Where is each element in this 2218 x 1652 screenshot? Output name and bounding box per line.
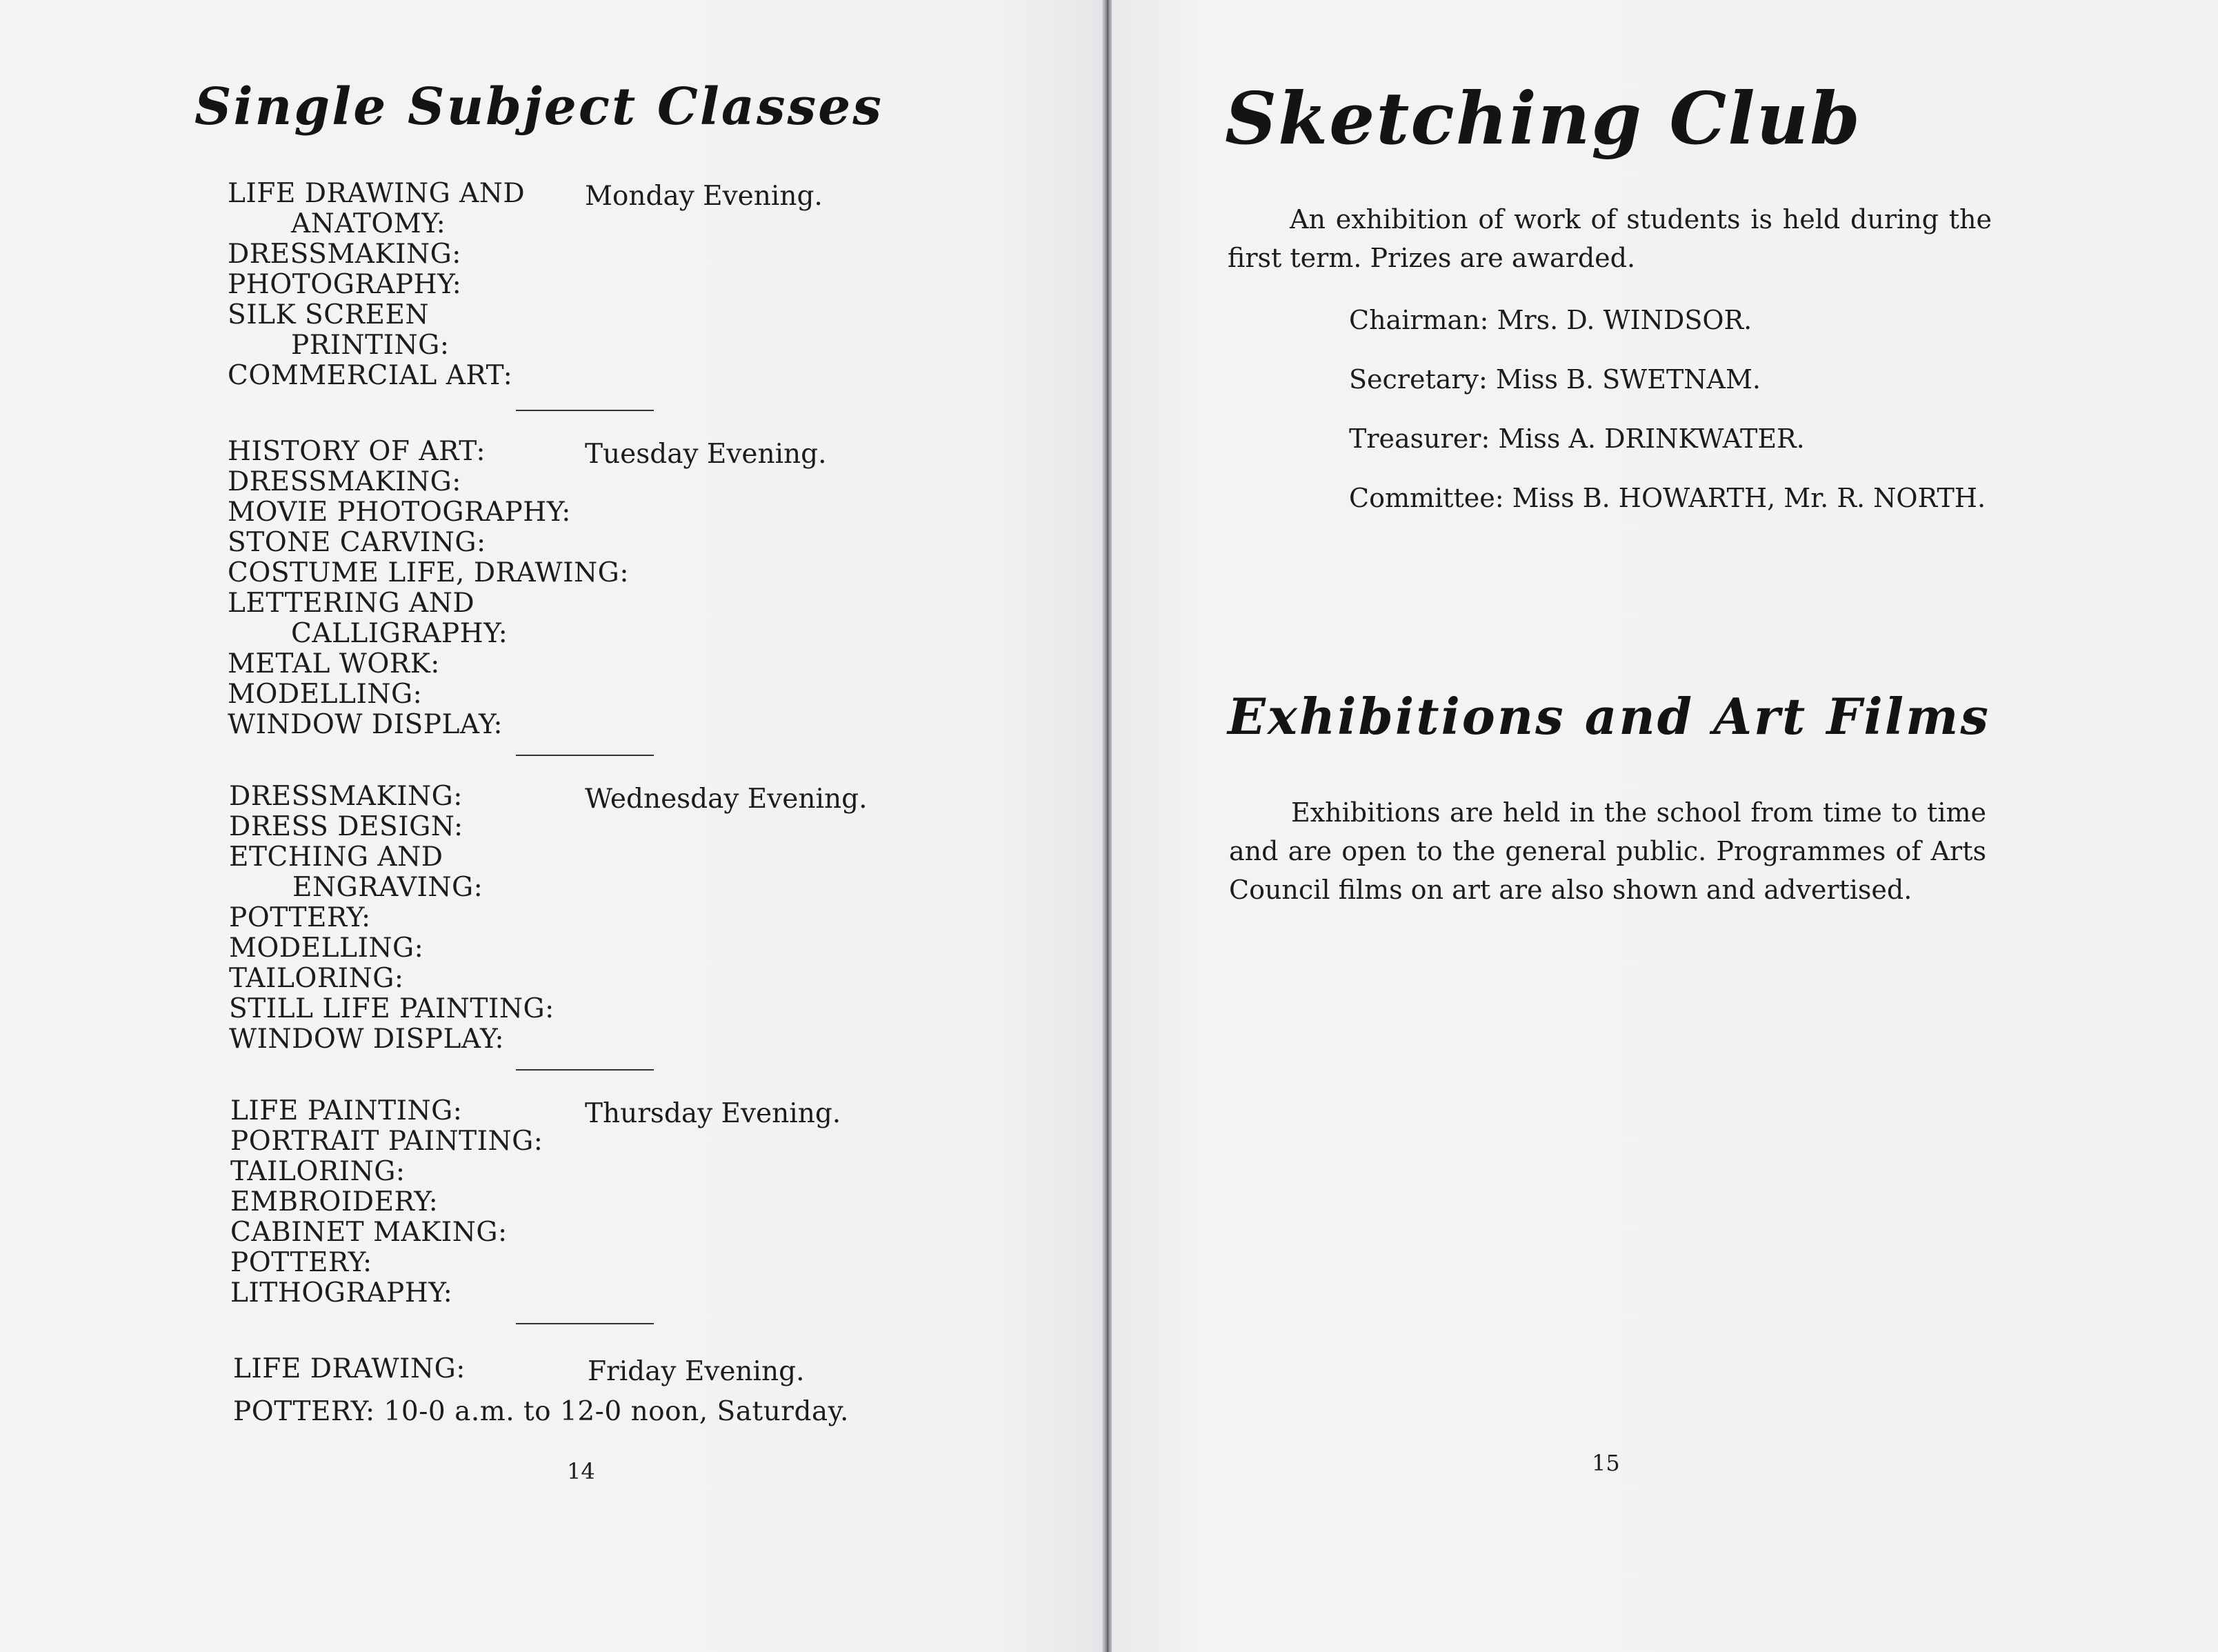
- page-number: 14: [567, 1458, 595, 1484]
- class-item: TAILORING:: [230, 1156, 406, 1187]
- class-item: MODELLING:: [228, 679, 423, 710]
- class-item: WINDOW DISPLAY:: [229, 1024, 505, 1055]
- class-item: PRINTING:: [291, 330, 450, 361]
- class-item: MOVIE PHOTOGRAPHY:: [228, 497, 571, 528]
- class-day: Thursday Evening.: [585, 1098, 841, 1129]
- sketching-club-intro: An exhibition of work of students is held during the first term. Prizes are awarded.: [1228, 204, 1992, 273]
- class-item: LITHOGRAPHY:: [230, 1277, 453, 1308]
- class-item: LETTERING AND: [228, 588, 475, 619]
- divider: [516, 755, 654, 756]
- class-item: ANATOMY:: [291, 208, 446, 239]
- class-item: WINDOW DISPLAY:: [228, 709, 503, 740]
- class-item: PORTRAIT PAINTING:: [230, 1126, 543, 1157]
- class-item: ENGRAVING:: [292, 872, 483, 903]
- class-item: LIFE DRAWING AND: [228, 178, 526, 209]
- page-title: Single Subject Classes: [194, 77, 883, 137]
- officer-chairman: Chairman: Mrs. D. WINDSOR.: [1349, 305, 1752, 335]
- class-day: Friday Evening.: [588, 1356, 805, 1387]
- divider: [516, 1323, 654, 1324]
- class-item: CABINET MAKING:: [230, 1217, 508, 1248]
- officer-committee: Committee: Miss B. HOWARTH, Mr. R. NORTH.: [1349, 483, 1986, 513]
- class-item: COMMERCIAL ART:: [228, 360, 513, 391]
- class-item: EMBROIDERY:: [230, 1186, 439, 1217]
- divider: [516, 410, 654, 411]
- class-item: SILK SCREEN: [228, 299, 430, 330]
- exhibitions-title: Exhibitions and Art Films: [1228, 687, 1990, 746]
- class-item: TAILORING:: [229, 963, 404, 994]
- class-item: ETCHING AND: [229, 842, 443, 873]
- class-day: Tuesday Evening.: [585, 439, 827, 470]
- class-item: MODELLING:: [229, 933, 424, 964]
- officer-treasurer: Treasurer: Miss A. DRINKWATER.: [1349, 424, 1805, 454]
- class-item: HISTORY OF ART:: [228, 436, 486, 467]
- class-item: STONE CARVING:: [228, 527, 486, 558]
- sketching-club-title: Sketching Club: [1225, 76, 1861, 161]
- class-item: DRESS DESIGN:: [229, 811, 463, 842]
- class-day: Monday Evening.: [585, 181, 823, 212]
- class-item: POTTERY:: [229, 902, 371, 933]
- saturday-line: POTTERY: 10-0 a.m. to 12-0 noon, Saturday.: [233, 1396, 849, 1427]
- class-item: PHOTOGRAPHY:: [228, 269, 462, 300]
- class-item: STILL LIFE PAINTING:: [229, 993, 554, 1024]
- class-item: DRESSMAKING:: [229, 781, 463, 812]
- left-page: [0, 0, 1103, 1652]
- class-item: LIFE PAINTING:: [230, 1095, 463, 1126]
- class-item: DRESSMAKING:: [228, 466, 461, 497]
- class-item: LIFE DRAWING:: [233, 1353, 466, 1384]
- class-item: COSTUME LIFE, DRAWING:: [228, 557, 629, 588]
- class-day: Wednesday Evening.: [585, 784, 868, 815]
- officer-secretary: Secretary: Miss B. SWETNAM.: [1349, 364, 1761, 395]
- class-item: METAL WORK:: [228, 648, 440, 679]
- class-item: DRESSMAKING:: [228, 239, 461, 270]
- class-item: POTTERY:: [230, 1247, 372, 1278]
- exhibitions-text: Exhibitions are held in the school from time to time and are open to the general public. Programmes of Arts Council films on art are also shown and advertised.: [1229, 797, 1986, 905]
- page-number: 15: [1592, 1450, 1620, 1476]
- class-item: CALLIGRAPHY:: [291, 618, 508, 649]
- divider: [516, 1069, 654, 1071]
